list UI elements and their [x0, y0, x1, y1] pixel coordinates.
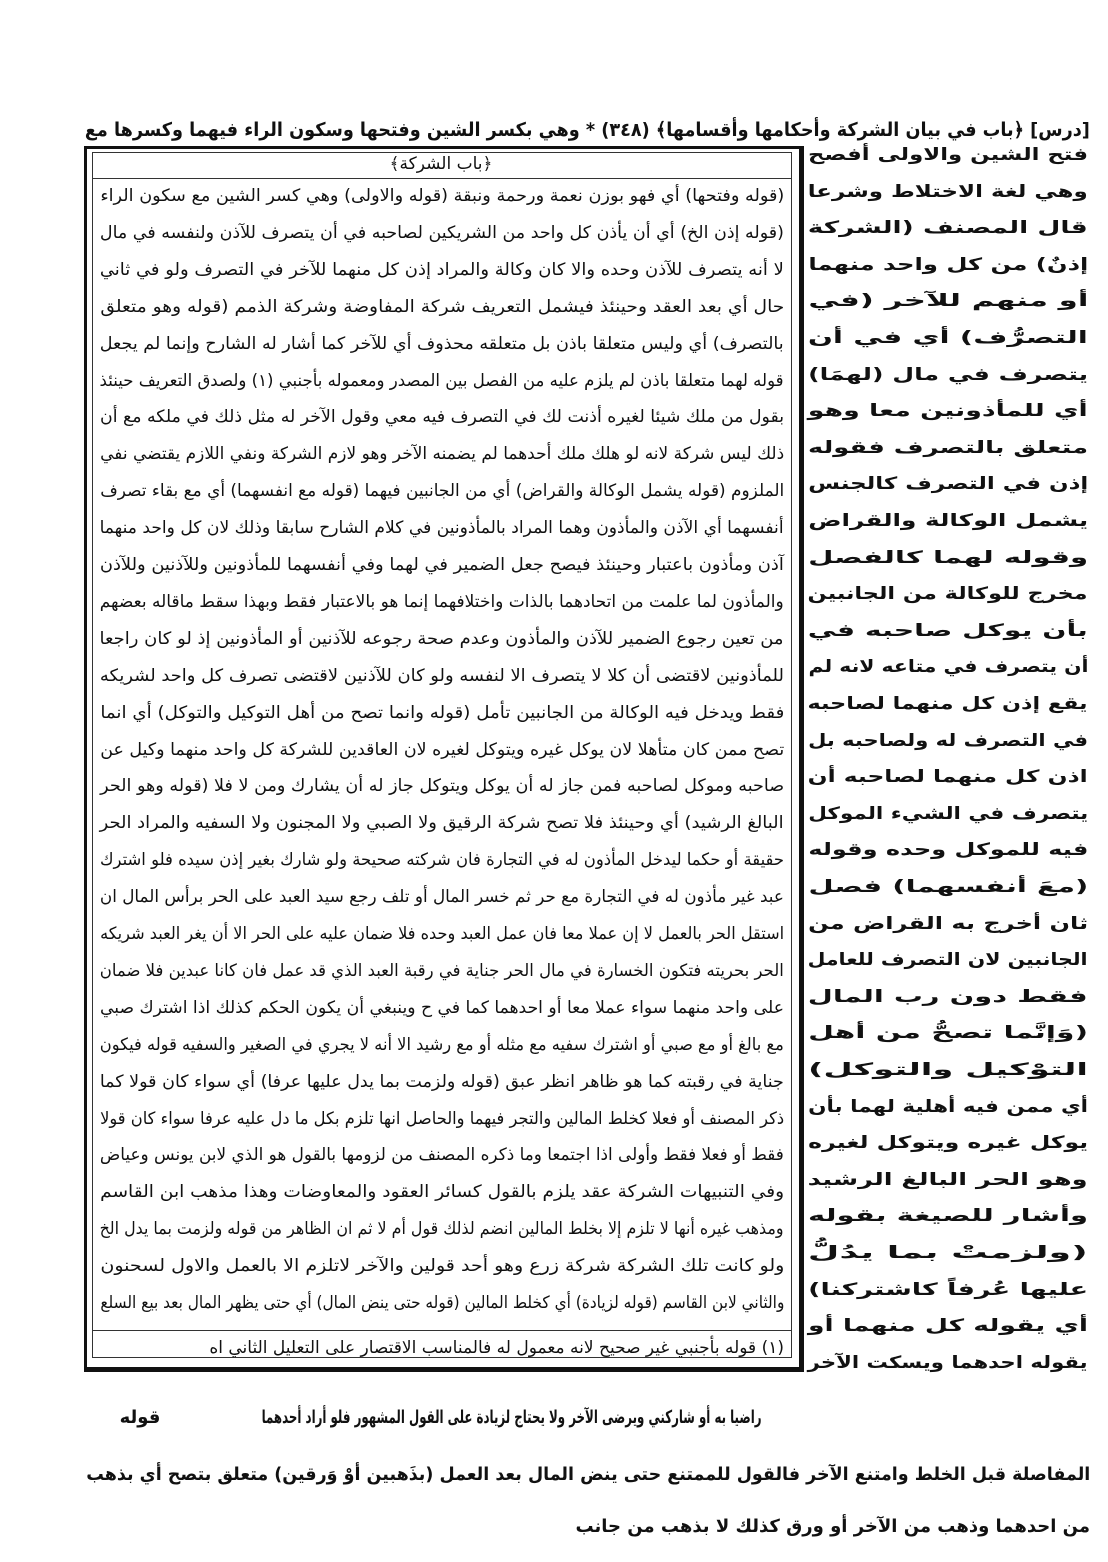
commentary-line-text: ومذهب غيره أنها لا تلزم إلا بخلط المالين انضم لذلك قول أم لا ثم ان الظاهر من قوله ولزمت بما يدل الخ [100, 1219, 784, 1240]
margin-line [808, 982, 1088, 1012]
margin-line-text: إذنٌ) من كل واحد منهما [808, 254, 1088, 275]
margin-line-text: التوْكيل والتوكل) [808, 1060, 1088, 1080]
commentary-line-text: قوله لهما متعلقا باذن لم يلزم عليه من الفصل بين المصدر ومعموله بأجنبي (١) ولصدق التعريف حينئذ [100, 370, 784, 391]
commentary-line [100, 771, 784, 801]
commentary-line [100, 1214, 784, 1244]
margin-line-text: الجانبين لان التصرف للعامل [808, 950, 1088, 971]
commentary-line [100, 181, 784, 211]
commentary-line-text: ذلك ليس شركة لانه لو هلك ملك أحدهما لم يضمنه الآخر وهو لازم الشركة ونفي اللازم يقتضي نفي [100, 444, 784, 465]
margin-line [808, 1311, 1088, 1341]
commentary-line-text: صاحبه وموكل لصاحبه فمن جاز له أن يوكل ويتوكل جاز له أن يشارك ومن لا فلا (قوله وهو الحر [100, 776, 784, 797]
commentary-line [100, 439, 784, 469]
commentary-line [100, 956, 784, 986]
commentary-line [100, 513, 784, 543]
margin-line [808, 1092, 1088, 1122]
margin-line-text: متعلق بالتصرف فقوله [808, 437, 1088, 458]
commentary-line-text: والثاني لابن القاسم (قوله لزيادة) أي كخلط المالين (قوله حتى ينض المال) أي حتى يظهر المال بعد بيع السلع [100, 1293, 784, 1313]
commentary-line [100, 255, 784, 285]
commentary-line [100, 1177, 784, 1207]
margin-line [808, 286, 1088, 316]
margin-line [808, 799, 1088, 829]
margin-line [808, 579, 1088, 609]
margin-line-text: ثان أخرج به القراض من [808, 913, 1088, 934]
margin-line-text: مخرج للوكالة من الجانبين [808, 584, 1088, 605]
commentary-line [100, 329, 784, 359]
margin-line [808, 872, 1088, 902]
footnote: (١) قوله بأجنبي غير صحيح لانه معمول له فالمناسب الاقتصار على التعليل الثاني اه [209, 1338, 784, 1358]
margin-line [808, 689, 1088, 719]
commentary-line [100, 587, 784, 617]
commentary-line [100, 1030, 784, 1060]
commentary-line [100, 624, 784, 654]
margin-line-text: التصرُّف) أي في أن [808, 328, 1088, 348]
commentary-line-text: وفي التنبيهات الشركة عقد يلزم بالقول كسائر العقود والمعاوضات وهذا مذهب ابن القاسم [100, 1182, 784, 1203]
margin-line-text: (وَإنَّما تصحُّ من أهل [808, 1023, 1088, 1044]
commentary-line [100, 1104, 784, 1134]
margin-line-text: اذن كل منهما لصاحبه أن [808, 767, 1088, 788]
margin-line [808, 945, 1088, 975]
commentary-line-text: (قوله إذن الخ) أي أن يأذن كل واحد من الشريكين لصاحبه في أن يتصرف للآذن ولنفسه في مال [100, 222, 784, 243]
commentary-line-text: بالتصرف) أي وليس متعلقا باذن بل متعلقه محذوف أي للآخر كما أشار له الشارح وإنما لم يجعل [100, 333, 784, 354]
bottom-line-3: من احدهما وذهب من الآخر أو ورق كذلك لا بذهب من جانب [575, 1516, 1090, 1537]
margin-line [808, 1348, 1088, 1378]
commentary-line-text: حقيقة أو حكما ليدخل المأذون له في التجارة فان شركته صحيحة ولو شارك بغير إذن سيده فلو اشترك [100, 850, 784, 871]
margin-line-text: يتصرف في الشيء الموكل [808, 803, 1088, 824]
commentary-line [100, 476, 784, 506]
margin-line [808, 762, 1088, 792]
commentary-line-text: أنفسهما أي الآذن والمأذون وهما المراد بالمأذونين في كلام الشارح سابقا وذلك لان كل واحد منهما [100, 518, 784, 539]
margin-line [808, 543, 1088, 573]
margin-line [808, 250, 1088, 280]
bottom-line-2: المفاصلة قبل الخلط وامتنع الآخر فالقول للممتنع حتى ينض المال بعد العمل (بذَهبين أوْ وَرقين) متعلق بتصح أي بذهب [86, 1464, 1090, 1485]
commentary-line [100, 1288, 784, 1318]
commentary-line-text: استقل الحر بالعمل لا إن عملا معا فان عمل العبد وحده فلا ضمان عليه على الحر الا أن يغر العبد شريكه [100, 924, 784, 944]
commentary-line-text: لا أنه يتصرف للآذن وحده والا كان وكالة والمراد إذن كل منهما للآخر في التصرف ولو في ثاني [100, 259, 784, 280]
commentary-line-text: الحر بحريته فتكون الخسارة في مال الحر جناية في رقبة العبد الذي قد عمل فان كانا عبدين فلا ضمان [100, 960, 784, 981]
section-title: ﴿باب الشركة﴾ [389, 154, 493, 174]
margin-line-text: (معَ أنفسهما) فصل [808, 877, 1088, 897]
commentary-line-text: فقط ويدخل فيه الوكالة من الجانبين تأمل (قوله وانما تصح من أهل التوكيل والتوكل) أي انما [100, 702, 784, 723]
margin-line [808, 1165, 1088, 1195]
commentary-line-text: فقط أو فعلا فقط وأولى اذا اجتمعا وما ذكره المصنف من لزومها بالقول هو الذي لابن يونس وعياض [100, 1145, 784, 1166]
margin-line [808, 213, 1088, 243]
margin-line-text: يقوله احدهما ويسكت الآخر [808, 1352, 1088, 1373]
commentary-line [100, 1251, 784, 1281]
margin-line [808, 726, 1088, 756]
margin-line-text: بأن يوكل صاحبه في [808, 620, 1088, 641]
margin-line [808, 506, 1088, 536]
margin-line [808, 323, 1088, 353]
margin-line-text: في التصرف له ولصاحبه بل [808, 730, 1088, 751]
margin-line-text: يقع إذن كل منهما لصاحبه [808, 694, 1088, 714]
margin-line [808, 835, 1088, 865]
commentary-line-text: على واحد منهما سواء عملا معا أو احدهما كما في ح وينبغي أن يكون الحكم كذلك اذا اشترك صبي [100, 997, 784, 1018]
margin-line-text: أي ممن فيه أهلية لهما بأن [808, 1096, 1088, 1117]
bottom-line-1: راضيا به أو شاركني ويرضى الآخر ولا يحتاج لزيادة على القول المشهور فلو أراد أحدهما [262, 1407, 762, 1428]
commentary-line-text: جناية في رقبته كما هو ظاهر انظر عبق (قوله ولزمت بما يدل عليها عرفا) أي سواء كان قولا كما [100, 1071, 784, 1092]
commentary-line-text: مع بالغ أو مع صبي أو اشترك سفيه مع مثله أو مع رشيد الا أنه لا يجري في الصغير والسفيه قوله فيكون [100, 1034, 784, 1055]
margin-line [808, 909, 1088, 939]
commentary-line-text: ذكر المصنف أو فعلا كخلط المالين والتجر فيهما والحاصل انها تلزم بكل ما دل عليه عرفا سواء كان قولا [100, 1108, 784, 1129]
commentary-line-text: البالغ الرشيد) أي وحينئذ فلا تصح شركة الرقيق ولا الصبي ولا المجنون ولا السفيه والمراد الحر [100, 813, 784, 834]
commentary-line [100, 292, 784, 322]
margin-line [808, 140, 1088, 170]
commentary-line-text: الملزوم (قوله يشمل الوكالة والقراض) أي من الجانبين فيهما (قوله مع انفسهما) أي مع بقاء تصرف [100, 481, 784, 502]
margin-line [808, 469, 1088, 499]
commentary-line [100, 919, 784, 949]
commentary-line [100, 218, 784, 248]
commentary-line-text: تصح ممن كان متأهلا لان يوكل غيره ويتوكل لغيره لان العاقدين للشركة كل واحد منهما وكيل عن [100, 739, 784, 760]
commentary-line [100, 845, 784, 875]
catchword: قوله [119, 1407, 161, 1428]
margin-line [808, 396, 1088, 426]
margin-line [808, 1201, 1088, 1231]
margin-line-text: أو منهم للآخر (في [808, 291, 1088, 312]
margin-line-text: فقط دون رب المال [808, 986, 1088, 1007]
commentary-line-text: من تعين رجوع الضمير للآذن والمأذون وعدم صحة رجوعه للآذنين أو المأذونين إذ لو كان راجعا [100, 628, 784, 649]
margin-line [808, 1238, 1088, 1268]
title-divider [92, 178, 792, 179]
margin-line-text: فتح الشين والاولى أفصح [808, 145, 1088, 165]
margin-line-text: يتصرف في مال (لهمَا) [808, 364, 1088, 385]
margin-line-text: وهو الحر البالغ الرشيد [808, 1169, 1088, 1190]
commentary-line-text: للمأذونين لاقتضى أن كلا لا يتصرف الا لنفسه ولو كان للآذنين لاقتضى تصرف كل واحد لشريكه [99, 665, 784, 686]
margin-line-text: فيه للموكل وحده وقوله [808, 840, 1088, 861]
commentary-line [100, 366, 784, 396]
footnote-divider [92, 1330, 792, 1331]
commentary-line-text: والمأذون لما علمت من اتحادهما بالذات واختلافهما إنما هو بالاعتبار فقط وبهذا سقط ماقاله بعضهم [100, 591, 784, 612]
commentary-line [100, 993, 784, 1023]
commentary-line [100, 550, 784, 580]
commentary-line [100, 1067, 784, 1097]
margin-line-text: أي يقوله كل منهما أو [808, 1316, 1088, 1337]
commentary-line [100, 698, 784, 728]
margin-line-text: عليها عُرفاً كاشتركنا) [808, 1279, 1088, 1300]
margin-line [808, 360, 1088, 390]
margin-line-text: (ولزمتْ بما يدُلُّ [808, 1243, 1088, 1263]
margin-line-text: أي للمأذونين معا وهو [808, 401, 1088, 422]
commentary-line-text: حال أي بعد العقد وحينئذ فيشمل التعريف شركة المفاوضة وشركة الذمم (قوله وهو متعلق [100, 296, 784, 317]
commentary-line-text: بقول من ملك شيئا لغيره أذنت لك في التصرف فيه معي وقول الآخر له مثل ذلك في ملكه مع أن [99, 407, 784, 428]
margin-line-text: يوكل غيره ويتوكل لغيره [808, 1133, 1088, 1154]
margin-line [808, 433, 1088, 463]
margin-line-text: أن يتصرف في متاعه لانه لم [808, 657, 1088, 678]
commentary-line-text: آذن ومأذون باعتبار وحينئذ فيصح جعل الضمير في لهما وفي أنفسهما للمأذونين وللآذنين وللآذن [100, 555, 784, 575]
commentary-line [100, 1140, 784, 1170]
commentary-line-text: عبد غير مأذون له في التجارة مع حر ثم خسر المال أو تلف رجع سيد العبد على الحر برأس المال ان [100, 887, 784, 908]
margin-line [808, 177, 1088, 207]
margin-line [808, 1275, 1088, 1305]
commentary-line [100, 882, 784, 912]
commentary-line [100, 661, 784, 691]
margin-line-text: وهي لغة الاختلاط وشرعا [808, 181, 1088, 202]
page-header-text: [درس] ﴿باب في بيان الشركة وأحكامها وأقسامها﴾ (٣٤٨) * وهي بكسر الشين وفتحها وسكون الراء فيهما وكسرها مع [85, 119, 1090, 141]
margin-line-text: وقوله لهما كالفصل [808, 547, 1088, 568]
commentary-line-text: (قوله وفتحها) أي فهو بوزن نعمة ورحمة ونبقة (قوله والاولى) وهي كسر الشين مع سكون الراء [100, 186, 784, 206]
margin-line-text: إذن في التصرف كالجنس [808, 474, 1088, 495]
margin-line-text: قال المصنف (الشركة [808, 218, 1088, 239]
margin-line-text: وأشار للصيغة بقوله [808, 1206, 1088, 1227]
margin-line [808, 652, 1088, 682]
commentary-line [100, 808, 784, 838]
commentary-line [100, 735, 784, 765]
margin-line-text: يشمل الوكالة والقراض [808, 511, 1088, 531]
margin-line [808, 1128, 1088, 1158]
margin-line [808, 616, 1088, 646]
commentary-line [100, 402, 784, 432]
margin-line [808, 1018, 1088, 1048]
margin-line [808, 1055, 1088, 1085]
commentary-line-text: ولو كانت تلك الشركة شركة زرع وهو أحد قولين والآخر لاتلزم الا بالعمل والاول لسحنون [100, 1256, 784, 1277]
